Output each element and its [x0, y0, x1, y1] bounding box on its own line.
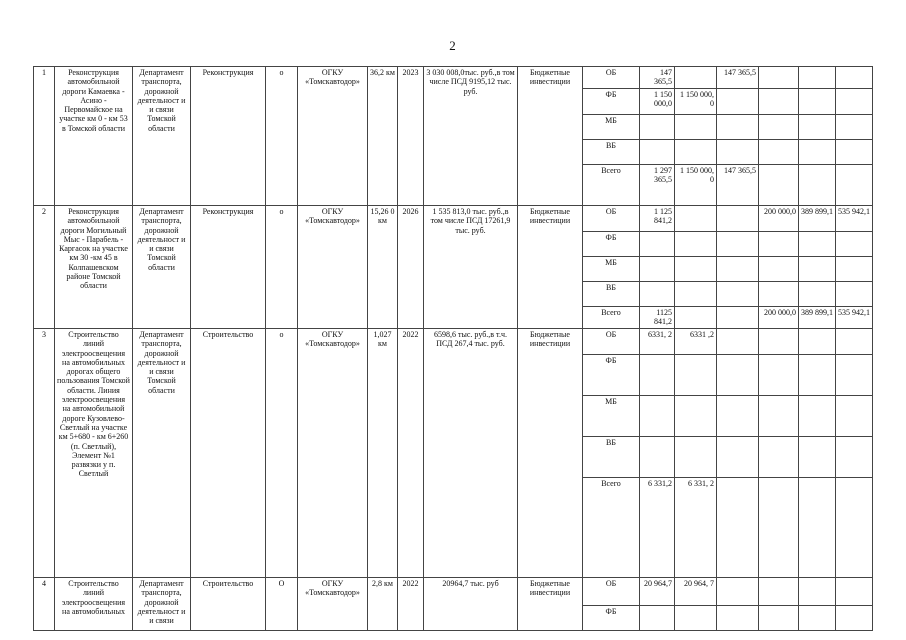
funding-amount [759, 67, 799, 89]
funding-amount [759, 115, 799, 140]
funding-amount: 200 000,0 [759, 307, 799, 329]
funding-amount [836, 115, 873, 140]
funding-amount: 147 365,5 [717, 67, 759, 89]
funding-amount: 6331 ,2 [675, 329, 717, 355]
funding-amount [836, 329, 873, 355]
object-code: О [266, 578, 298, 631]
funding-source: ВБ [583, 140, 640, 165]
customer: ОГКУ «Томскавтодор» [298, 206, 368, 329]
funding-amount [836, 67, 873, 89]
table-row [34, 578, 906, 606]
table-row [34, 329, 906, 355]
funding-amount [799, 478, 836, 578]
funding-amount [675, 606, 717, 631]
funding-amount [799, 282, 836, 307]
funding-amount: 1125 841,2 [640, 307, 675, 329]
funding-amount [717, 437, 759, 478]
estimated-cost: 20964,7 тыс. руб [424, 578, 518, 631]
funding-amount [759, 282, 799, 307]
investment-form: Бюджетные инвестиции [518, 67, 583, 206]
funding-source: ОБ [583, 206, 640, 232]
estimated-cost: 6598,6 тыс. руб.,в т.ч. ПСД 267,4 тыс. руб. [424, 329, 518, 578]
funding-amount [759, 140, 799, 165]
funding-amount [759, 396, 799, 437]
funding-amount [717, 140, 759, 165]
completion-year: 2022 [398, 578, 424, 631]
funding-source: ОБ [583, 67, 640, 89]
capacity: 1,027 км [368, 329, 398, 578]
funding-amount [717, 329, 759, 355]
estimated-cost: 3 030 008,0тыс. руб.,в том числе ПСД 9195,12 тыс. руб. [424, 67, 518, 206]
funding-amount [717, 396, 759, 437]
funding-source: МБ [583, 257, 640, 282]
funding-amount [799, 165, 836, 206]
investment-form: Бюджетные инвестиции [518, 206, 583, 329]
funding-amount [799, 578, 836, 606]
funding-amount [759, 578, 799, 606]
funding-amount [717, 115, 759, 140]
funding-amount [799, 329, 836, 355]
funding-amount [799, 355, 836, 396]
funding-amount [675, 282, 717, 307]
funding-amount [640, 282, 675, 307]
object-code: о [266, 329, 298, 578]
funding-amount [675, 67, 717, 89]
funding-amount [836, 257, 873, 282]
project-number: 4 [34, 578, 55, 631]
page-number: 2 [449, 38, 456, 53]
document-table-area [33, 66, 882, 626]
funding-amount [836, 396, 873, 437]
funding-amount [675, 437, 717, 478]
funding-amount [717, 206, 759, 232]
funding-amount: 6 331,2 [640, 478, 675, 578]
funding-amount [640, 437, 675, 478]
investment-form: Бюджетные инвестиции [518, 578, 583, 631]
customer: ОГКУ «Томскавтодор» [298, 578, 368, 631]
project-name: Реконструкция автомобильной дороги Камаевка - Асино - Первомайское на участке км 0 - км 53 в Томской области [55, 67, 133, 206]
funding-amount: 535 942,1 [836, 206, 873, 232]
department: Департамент транспорта, дорожной деятельност и и связи Томской области [133, 67, 191, 206]
funding-source: ФБ [583, 355, 640, 396]
funding-amount [836, 437, 873, 478]
funding-amount [640, 257, 675, 282]
funding-amount [675, 257, 717, 282]
funding-amount: 6 331, 2 [675, 478, 717, 578]
investment-form: Бюджетные инвестиции [518, 329, 583, 578]
completion-year: 2023 [398, 67, 424, 206]
funding-amount [759, 165, 799, 206]
object-code: о [266, 206, 298, 329]
funding-amount [717, 606, 759, 631]
funding-amount [759, 329, 799, 355]
department: Департамент транспорта, дорожной деятельност и и связи Томской области [133, 329, 191, 578]
project-number: 2 [34, 206, 55, 329]
funding-amount: 6331, 2 [640, 329, 675, 355]
funding-amount [759, 437, 799, 478]
funding-amount [717, 355, 759, 396]
funding-amount [675, 355, 717, 396]
funding-amount: 1 150 000,0 [640, 89, 675, 115]
funding-amount [675, 396, 717, 437]
funding-amount [640, 140, 675, 165]
funding-amount [799, 396, 836, 437]
funding-amount [836, 282, 873, 307]
customer: ОГКУ «Томскавтодор» [298, 329, 368, 578]
funding-amount: 1 125 841,2 [640, 206, 675, 232]
department: Департамент транспорта, дорожной деятельност и и связи Томской области [133, 206, 191, 329]
funding-amount: 147 365,5 [640, 67, 675, 89]
funding-amount [836, 606, 873, 631]
funding-amount [675, 115, 717, 140]
funding-amount [717, 257, 759, 282]
funding-amount [759, 232, 799, 257]
funding-amount [675, 307, 717, 329]
work-type: Строительство [191, 329, 266, 578]
funding-source: ВБ [583, 282, 640, 307]
funding-amount: 200 000,0 [759, 206, 799, 232]
funding-amount [675, 232, 717, 257]
funding-amount [799, 140, 836, 165]
funding-amount [836, 578, 873, 606]
funding-amount [640, 232, 675, 257]
investment-table [33, 66, 906, 631]
funding-source: Всего [583, 165, 640, 206]
table-row [34, 67, 906, 89]
funding-amount [640, 606, 675, 631]
project-name: Реконструкция автомобильной дороги Могильный Мыс - Парабель - Каргасок на участке км 30 -км 45 в Колпашевском районе Томской области [55, 206, 133, 329]
capacity: 15,26 0 км [368, 206, 398, 329]
funding-amount [640, 396, 675, 437]
project-number: 1 [34, 67, 55, 206]
work-type: Реконструкция [191, 67, 266, 206]
funding-amount: 389 899,1 [799, 206, 836, 232]
estimated-cost: 1 535 813,0 тыс. руб.,в том числе ПСД 17261,9 тыс. руб. [424, 206, 518, 329]
funding-amount: 1 297 365,5 [640, 165, 675, 206]
funding-amount [799, 89, 836, 115]
funding-amount [675, 140, 717, 165]
funding-source: ВБ [583, 437, 640, 478]
funding-amount [799, 115, 836, 140]
funding-amount [836, 232, 873, 257]
funding-amount [717, 307, 759, 329]
project-name: Строительство линий электроосвещения на автомобильных [55, 578, 133, 631]
project-number: 3 [34, 329, 55, 578]
funding-amount: 1 150 000, 0 [675, 165, 717, 206]
funding-amount [799, 437, 836, 478]
funding-amount [640, 355, 675, 396]
object-code: о [266, 67, 298, 206]
funding-amount [759, 89, 799, 115]
work-type: Реконструкция [191, 206, 266, 329]
funding-source: Всего [583, 307, 640, 329]
funding-source: ФБ [583, 89, 640, 115]
funding-amount [799, 257, 836, 282]
funding-source: МБ [583, 115, 640, 140]
funding-amount: 389 899,1 [799, 307, 836, 329]
customer: ОГКУ «Томскавтодор» [298, 67, 368, 206]
funding-amount [836, 355, 873, 396]
funding-amount [717, 478, 759, 578]
department: Департамент транспорта, дорожной деятельност и и связи [133, 578, 191, 631]
funding-source: ФБ [583, 232, 640, 257]
funding-amount [759, 606, 799, 631]
funding-source: ОБ [583, 329, 640, 355]
capacity: 36,2 км [368, 67, 398, 206]
funding-amount: 147 365,5 [717, 165, 759, 206]
capacity: 2,8 км [368, 578, 398, 631]
funding-amount [836, 89, 873, 115]
funding-amount [759, 257, 799, 282]
funding-amount [717, 89, 759, 115]
funding-amount: 20 964, 7 [675, 578, 717, 606]
funding-amount [799, 67, 836, 89]
funding-amount [836, 140, 873, 165]
completion-year: 2026 [398, 206, 424, 329]
funding-amount [836, 478, 873, 578]
funding-amount [717, 232, 759, 257]
funding-amount: 20 964,7 [640, 578, 675, 606]
funding-amount [836, 165, 873, 206]
funding-source: ОБ [583, 578, 640, 606]
funding-amount [759, 355, 799, 396]
funding-source: МБ [583, 396, 640, 437]
project-name: Строительство линий электроосвещения на автомобильных дорогах общего пользования Томской области. Линия электроосвещения на автомобильной дороге Кузовлево-Светлый на участке км 5+680 - км 6+260 (п. Светлый), Элемент №1 развязки у п. Светлый [55, 329, 133, 578]
funding-amount [759, 478, 799, 578]
funding-amount [717, 282, 759, 307]
completion-year: 2022 [398, 329, 424, 578]
funding-amount [799, 606, 836, 631]
funding-amount [799, 232, 836, 257]
table-row [34, 206, 906, 232]
funding-amount: 1 150 000, 0 [675, 89, 717, 115]
funding-amount [640, 115, 675, 140]
funding-source: ФБ [583, 606, 640, 631]
work-type: Строительство [191, 578, 266, 631]
funding-amount [675, 206, 717, 232]
funding-amount: 535 942,1 [836, 307, 873, 329]
funding-amount [717, 578, 759, 606]
funding-source: Всего [583, 478, 640, 578]
